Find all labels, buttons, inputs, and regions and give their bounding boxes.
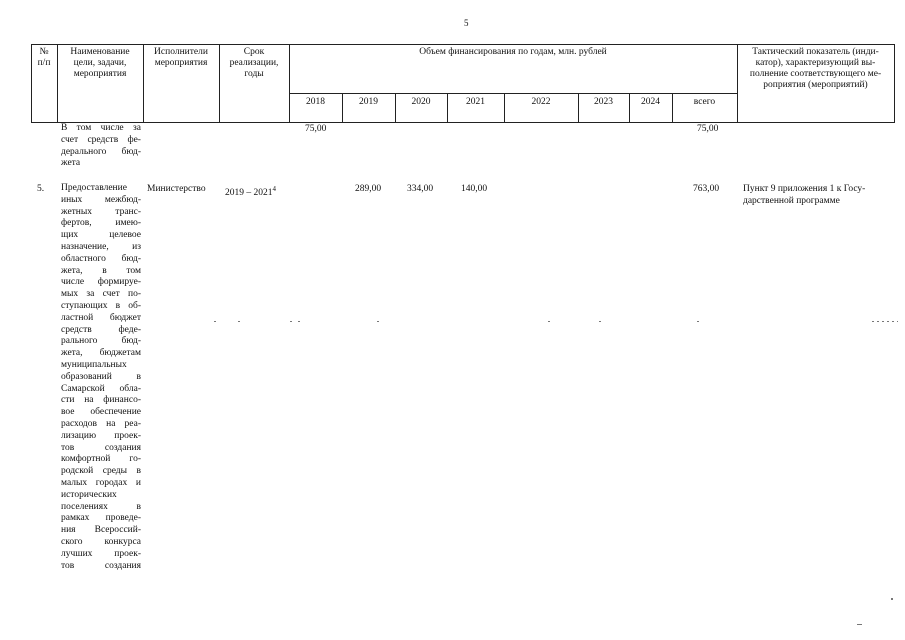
- row5-desc-line: рального бюд-: [61, 336, 141, 347]
- row5-desc-line: областного бюд-: [61, 253, 141, 264]
- row5-desc-line: жета, бюджетам: [61, 348, 141, 359]
- scan-speck: [599, 321, 601, 322]
- page-number: 5: [464, 18, 469, 28]
- row5-desc-line: лучших проек-: [61, 548, 141, 559]
- row5-2021-value: 140,00: [461, 184, 488, 194]
- header-period-line: годы: [244, 69, 264, 79]
- header-year-2020: 2020: [411, 97, 431, 107]
- federal-desc-line: счет средств фе-: [61, 134, 141, 145]
- row5-desc-line: иных межбюд-: [61, 194, 141, 205]
- row5-desc-line: малых городах и: [61, 477, 141, 488]
- federal-2018-value: 75,00: [305, 124, 327, 134]
- scan-speck: [298, 321, 300, 322]
- scan-speck: [872, 321, 898, 322]
- header-year-2024: 2024: [641, 97, 660, 107]
- header-name-line: Наименование: [70, 47, 130, 57]
- header-name: [57, 47, 143, 80]
- scan-speck: [697, 321, 699, 322]
- federal-desc-line: жета: [61, 158, 81, 169]
- header-top-border: [31, 44, 895, 45]
- header-executors-line: Исполнители: [154, 47, 208, 57]
- header-bottom-border: [31, 122, 895, 123]
- row5-desc-line: лизацию проек-: [61, 430, 141, 441]
- row5-period: [225, 183, 276, 199]
- row5-desc-line: жета, в том: [61, 265, 141, 276]
- row5-desc-line: образований в: [61, 371, 141, 382]
- scan-speck: [377, 321, 379, 322]
- row5-desc-line: ластной бюджет: [61, 312, 141, 323]
- row5-desc-line: числе формируе-: [61, 277, 141, 288]
- row5-desc-line: ния Всероссий-: [61, 525, 141, 536]
- row5-total-value: 763,00: [693, 184, 720, 194]
- row5-desc-line: ступающих в об-: [61, 300, 141, 311]
- row5-desc-line: мых за счет по-: [61, 289, 141, 300]
- federal-total-value: 75,00: [697, 124, 719, 134]
- header-indicator-line: полнение соответствующего ме-: [749, 69, 882, 79]
- header-num-line: №: [39, 47, 49, 57]
- row5-desc-line: тов создания: [61, 442, 141, 453]
- row5-desc-line: муниципальных: [61, 359, 127, 370]
- header-executors: [143, 47, 219, 69]
- header-year-2021: 2021: [466, 97, 485, 107]
- row5-indicator-line: Пункт 9 приложения 1 к Госу-: [743, 184, 866, 194]
- header-indicator-line: роприятия (мероприятий): [763, 80, 868, 90]
- header-year-total: всего: [693, 97, 716, 107]
- scan-speck: [214, 321, 216, 322]
- row5-executor: Министерство: [147, 184, 206, 194]
- row5-indicator-line: дарственной программе: [743, 196, 840, 206]
- row5-desc-line: рамках проведе-: [61, 513, 141, 524]
- federal-desc: [61, 123, 141, 170]
- row5-desc-line: средств феде-: [61, 324, 141, 335]
- header-year-2018: 2018: [306, 97, 325, 107]
- row5-period-footnote: 4: [272, 185, 276, 193]
- header-year-2019: 2019: [359, 97, 378, 107]
- scan-speck: [238, 321, 240, 322]
- row5-desc-line: щих целевое: [61, 230, 141, 241]
- header-num: [31, 47, 57, 69]
- header-executors-line: мероприятия: [154, 58, 208, 68]
- col-border: [894, 44, 895, 123]
- row5-period-text: 2019 – 2021: [225, 188, 273, 199]
- header-indicator: [737, 47, 894, 91]
- row5-desc-line: Предоставление: [61, 183, 127, 193]
- scan-speck: [548, 321, 550, 322]
- row5-desc-line: фертов, имею-: [61, 218, 141, 229]
- row5-desc-line: ского конкурса: [61, 536, 141, 547]
- header-period-line: Срок: [243, 47, 265, 57]
- scan-speck: [290, 321, 292, 322]
- header-indicator-line: катор), характеризующий вы-: [755, 58, 876, 68]
- row5-desc-line: назначение, из: [61, 241, 141, 252]
- header-funding: Объем финансирования по годам, млн. рублей: [419, 47, 607, 57]
- federal-desc-line: дерального бюд-: [61, 146, 141, 157]
- header-num-line: п/п: [37, 58, 51, 68]
- row5-desc-line: родской среды в: [61, 466, 141, 477]
- header-period: [219, 47, 289, 80]
- header-year-2022: 2022: [531, 97, 551, 107]
- row5-desc-line: Самарской обла-: [61, 383, 141, 394]
- row5-number: 5.: [37, 184, 45, 194]
- header-name-line: цели, задачи,: [73, 58, 127, 68]
- federal-desc-line: В том числе за: [61, 123, 141, 133]
- row5-desc: [61, 183, 141, 572]
- row5-desc-line: комфортной го-: [61, 454, 141, 465]
- row5-desc-line: тов создания: [61, 560, 141, 571]
- header-period-line: реализации,: [229, 58, 279, 68]
- row5-desc-line: жетных транс-: [61, 206, 141, 217]
- row5-desc-line: сти на финансо-: [61, 395, 141, 406]
- row5-desc-line: расходов на реа-: [61, 418, 141, 429]
- row5-desc-line: поселениях в: [61, 501, 141, 512]
- row5-2020-value: 334,00: [407, 184, 434, 194]
- scan-speck: [891, 598, 893, 600]
- header-indicator-line: Тактический показатель (инди-: [752, 47, 879, 57]
- header-name-line: мероприятия: [73, 69, 127, 79]
- header-year-2023: 2023: [594, 97, 613, 107]
- row5-indicator: [743, 183, 893, 207]
- row5-desc-line: вое обеспечение: [61, 407, 141, 418]
- years-row-border: [289, 93, 737, 94]
- row5-2019-value: 289,00: [355, 184, 382, 194]
- scan-speck: [857, 624, 862, 625]
- row5-desc-line: исторических: [61, 489, 117, 500]
